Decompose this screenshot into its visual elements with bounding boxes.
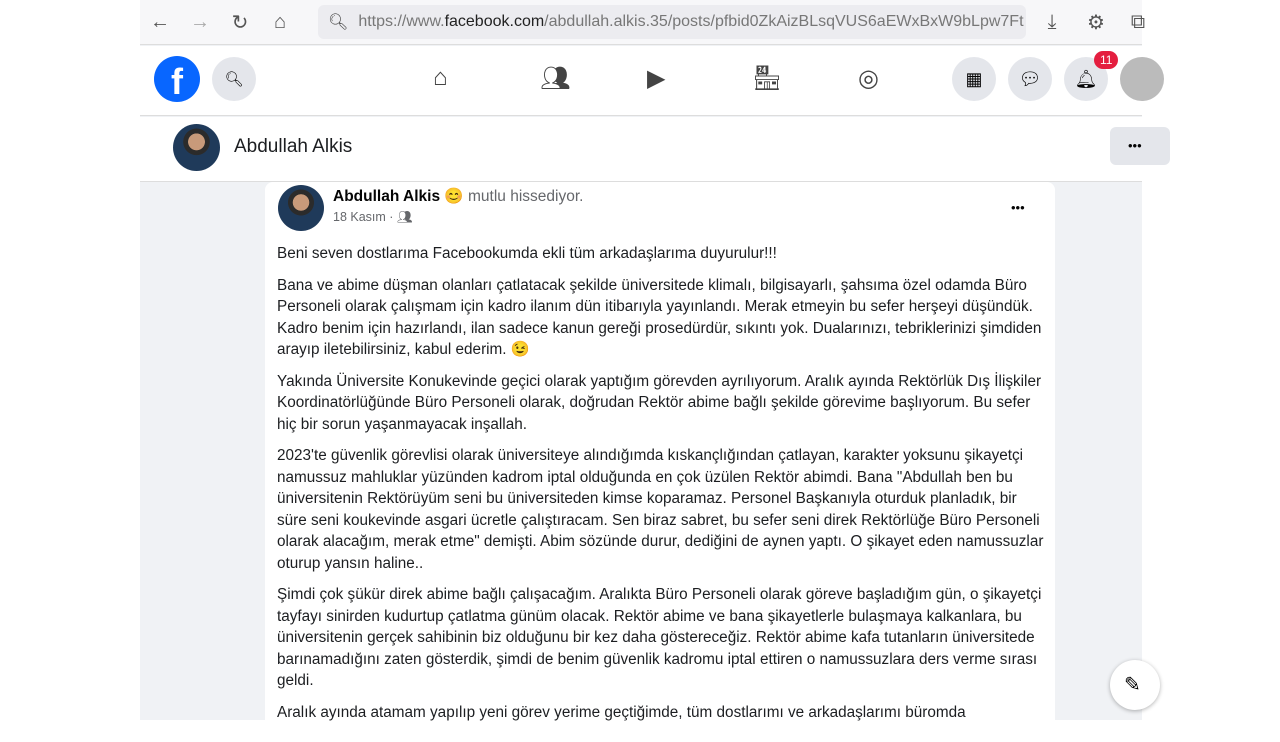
feeling-text: mutlu hissediyor. [468, 188, 584, 205]
post-paragraph: Bana ve abime düşman olanları çatlatacak şekilde üniversitede klimalı, bilgisayarlı, şahsıma özel odamda Büro Personeli olarak çalışmam için kadro ilanım dün itibarıyla yayınlandı. Merak etmeyin bu sefer herşeyi düşündük. Kadro benim için hazırlandı, ilan sadece kanun gereği prosedürdür, sıkıntı yok. Dualarınızı, tebriklerinizi şimdiden arayıp iletebilirsiniz, kabul ederim. 😉 [277, 276, 1042, 358]
profile-more-button[interactable]: ••• [1110, 127, 1170, 165]
post-paragraph: Yakında Üniversite Konukevinde geçici olarak yaptığım görevden ayrılıyorum. Aralık ayında Rektörlük Dış İlişkiler Koordinatörlüğünde Büro Personeli olarak, doğrudan Rektör abime bağlı şekilde görevime başlıyorum. Bu sefer hiç bir sorun yaşanmayacak inşallah. [277, 372, 1042, 433]
separator: · [389, 210, 394, 224]
account-avatar[interactable] [1120, 57, 1164, 101]
extensions-icon[interactable]: ⧉ [1130, 10, 1146, 33]
home-icon[interactable]: ⌂ [433, 64, 448, 91]
facebook-logo[interactable]: f [154, 56, 200, 102]
video-icon[interactable]: ▶︎ [647, 65, 666, 92]
feeling-emoji: 😊 [444, 188, 464, 205]
messenger-button[interactable]: 💬︎ [1008, 57, 1052, 101]
friends-icon[interactable]: 👥︎ [540, 65, 571, 92]
search-icon: 🔍︎ [328, 14, 349, 31]
search-button[interactable]: 🔍︎ [212, 57, 256, 101]
post-paragraph: 2023'te güvenlik görevlisi olarak üniversiteye alındığımda kıskançlığından çatlayan, karakter yoksunu şikayetçi namussuz mahluklar yüzünden kadrom iptal olduğunda en çok üzülen Rektör abimdi. Bana "Abdullah ben bu üniversitenin Rektörüyüm seni bu üniversiteden kimse koparamaz. Personel Başkanıyla oturduk planladık, bir süre seni koukevinde asgari ücretle çalıştıracam. Sen biraz sabret, bu sefer seni direk Rektörlüğe Büro Personeli olarak alacağım, merak etme" demişti. Abim sözünde durur, dediğini de aynen yaptı. O şikayet eden namussuzlar oturup yansın haline.. [277, 447, 1044, 572]
reload-icon[interactable]: ↻ [231, 11, 249, 34]
url-path: /abdullah.alkis.35/posts/pfbid0ZkAizBLsqVUS6aEWxBxW9bLpw7Ft [544, 13, 1024, 30]
compose-icon: ✎ [1124, 674, 1141, 696]
profile-name[interactable]: Abdullah Alkis [234, 136, 353, 157]
post-date[interactable]: 18 Kasım [333, 210, 386, 224]
home-icon[interactable]: ⌂ [273, 10, 287, 33]
menu-button[interactable]: ▦ [952, 57, 996, 101]
address-bar[interactable] [318, 5, 1026, 39]
new-message-button[interactable] [1110, 660, 1160, 710]
browser-toolbar [140, 0, 1146, 45]
post-paragraph: Beni seven dostlarıma Facebookumda ekli tüm arkadaşlarıma duyurulur!!! [277, 245, 777, 262]
post-paragraph: Aralık ayında atamam yapılıp yeni görev yerime geçtiğimde, tüm dostlarımı ve arkadaşlarımı büromda [277, 703, 966, 721]
groups-icon[interactable]: ◎ [858, 65, 879, 92]
post-paragraph: Şimdi çok şükür direk abime bağlı çalışacağım. Aralıkta Büro Personeli olarak göreve başladığım gün, o şikayetçi tayfayı sinirden kudurtup çatlatma günüm olacak. Rektör abime ve bana şikayetlerle bulaşmaya kalkanlara, bu üniversitenin gerçek sahibinin biz olduğunu bir kez daha göstereceğiz. Rektör abime kafa tutanların üniversitede barınamadığını zaten gösterdik, şimdi de benim güvenlik kadromu iptal ettiren o namussuzlara ders verme sırası geldi. [277, 586, 1042, 689]
profile-header [140, 117, 1142, 182]
marketplace-icon[interactable]: 🏪︎ [752, 65, 783, 92]
browser-window [140, 0, 1146, 721]
url-domain: facebook.com [444, 13, 545, 30]
back-icon[interactable]: ← [150, 10, 170, 33]
profile-avatar[interactable] [173, 124, 220, 171]
settings-icon[interactable]: ⚙ [1087, 11, 1105, 34]
author-name[interactable]: Abdullah Alkis [333, 188, 441, 205]
author-avatar[interactable] [278, 185, 324, 231]
audience-friends-icon[interactable]: 👥︎ [396, 210, 413, 224]
post-more-button[interactable]: ••• [1011, 200, 1025, 215]
facebook-navbar [140, 46, 1142, 116]
notifications-button[interactable]: 🔔︎ [1064, 57, 1108, 101]
post-body [277, 243, 1049, 733]
download-icon[interactable]: ⤓ [1047, 10, 1057, 33]
forward-icon[interactable]: → [190, 10, 210, 33]
post-card [265, 182, 1055, 742]
url-prefix: https://www. [358, 13, 445, 30]
notification-badge: 11 [1094, 51, 1118, 69]
